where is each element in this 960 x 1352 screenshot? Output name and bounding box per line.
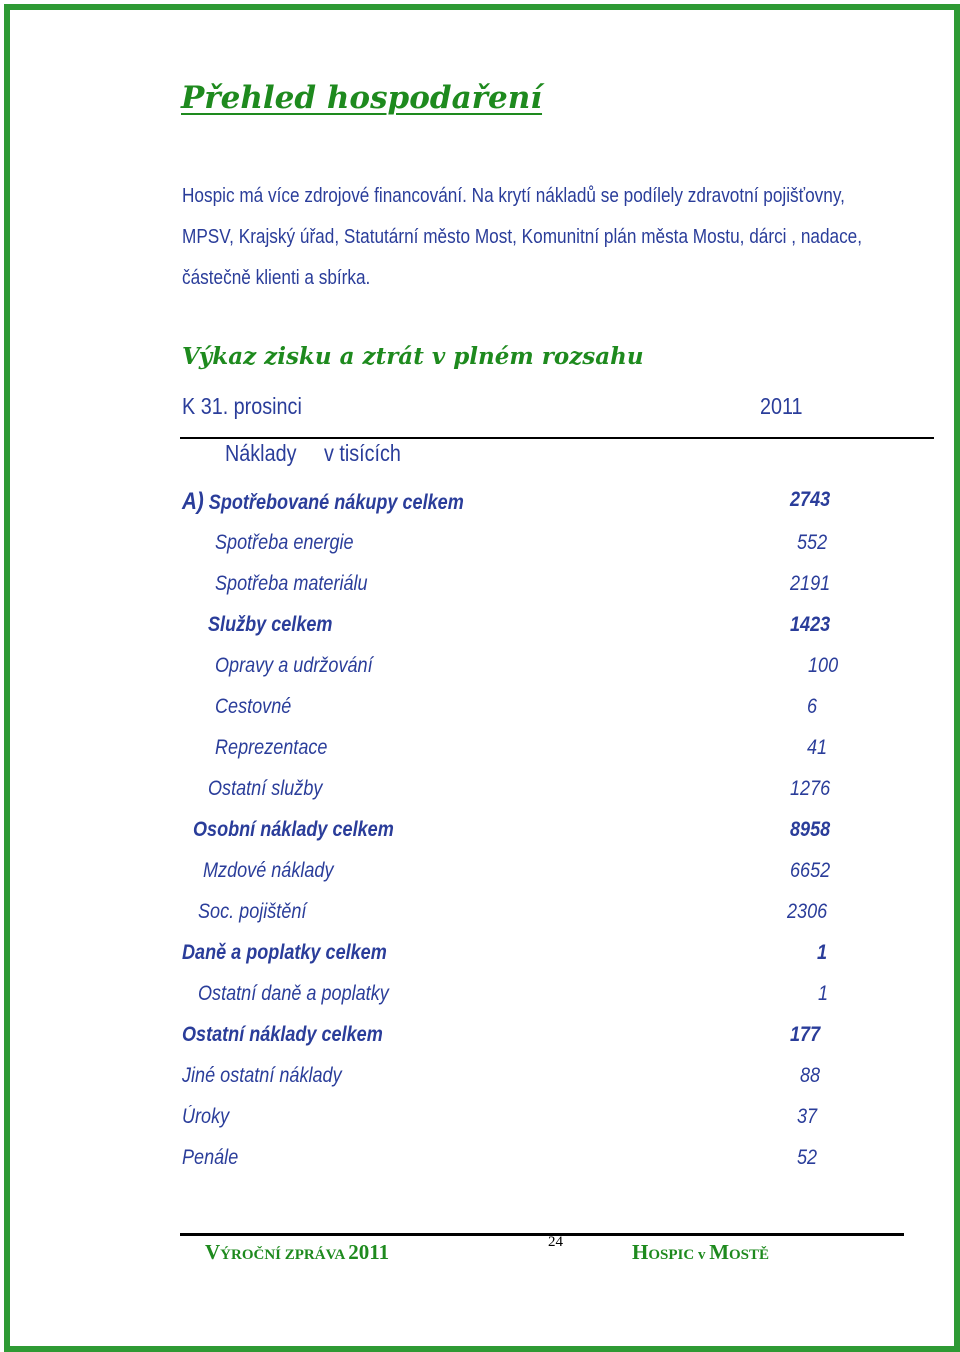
- row-value: 2306: [787, 900, 828, 923]
- header-rule: [180, 437, 934, 439]
- row-value: 8958: [790, 818, 831, 841]
- row-label: Daně a poplatky celkem: [182, 941, 387, 964]
- row-value: 177: [790, 1023, 821, 1046]
- row-value: 1276: [790, 777, 831, 800]
- footer-report-title: VÝROČNÍ ZPRÁVA 2011: [205, 1240, 390, 1264]
- row-label: Soc. pojištění: [198, 900, 307, 923]
- page-number: 24: [548, 1234, 563, 1250]
- row-label: Úroky: [182, 1105, 230, 1128]
- row-value: 6: [807, 695, 818, 718]
- footer-organization: HOSPIC v MOSTĚ: [632, 1240, 770, 1264]
- row-label: Reprezentace: [215, 736, 328, 759]
- row-value: 1: [817, 941, 828, 964]
- row-label: Spotřeba energie: [215, 531, 354, 554]
- row-value: 2743: [790, 488, 831, 511]
- intro-line: MPSV, Krajský úřad, Statutární město Most, Komunitní plán města Mostu, dárci , nadace,: [182, 226, 863, 248]
- row-label: Ostatní služby: [208, 777, 323, 800]
- row-value: 6652: [790, 859, 831, 882]
- row-value: 88: [800, 1064, 821, 1087]
- units-label: Náklady v tisících: [225, 440, 401, 466]
- row-value: 41: [807, 736, 828, 759]
- intro-line: Hospic má více zdrojové financování. Na krytí nákladů se podílely zdravotní pojišťovny,: [182, 185, 845, 207]
- row-value: 1: [818, 982, 829, 1005]
- row-value: 52: [797, 1146, 818, 1169]
- row-label: Mzdové náklady: [203, 859, 334, 882]
- row-label: Spotřeba materiálu: [215, 572, 368, 595]
- section-title: Výkaz zisku a ztrát v plném rozsahu: [182, 343, 644, 370]
- row-label: Cestovné: [215, 695, 292, 718]
- row-value: 100: [808, 654, 839, 677]
- intro-line: částečně klienti a sbírka.: [182, 267, 371, 289]
- row-label: Ostatní daně a poplatky: [198, 982, 389, 1005]
- row-value: 2191: [790, 572, 831, 595]
- row-label: Služby celkem: [208, 613, 333, 636]
- row-label: Penále: [182, 1146, 239, 1169]
- row-prefix: A): [182, 488, 204, 515]
- row-value: 37: [797, 1105, 818, 1128]
- row-label: Ostatní náklady celkem: [182, 1023, 383, 1046]
- row-label: A) Spotřebované nákupy celkem: [182, 488, 464, 515]
- row-value: 1423: [790, 613, 831, 636]
- row-label: Opravy a udržování: [215, 654, 373, 677]
- date-label: K 31. prosinci: [182, 393, 302, 419]
- year-label: 2011: [760, 393, 803, 419]
- row-label: Osobní náklady celkem: [193, 818, 394, 841]
- page-title: Přehled hospodaření: [181, 80, 543, 116]
- row-value: 552: [797, 531, 828, 554]
- row-label: Jiné ostatní náklady: [182, 1064, 342, 1087]
- footer-rule: [180, 1233, 904, 1236]
